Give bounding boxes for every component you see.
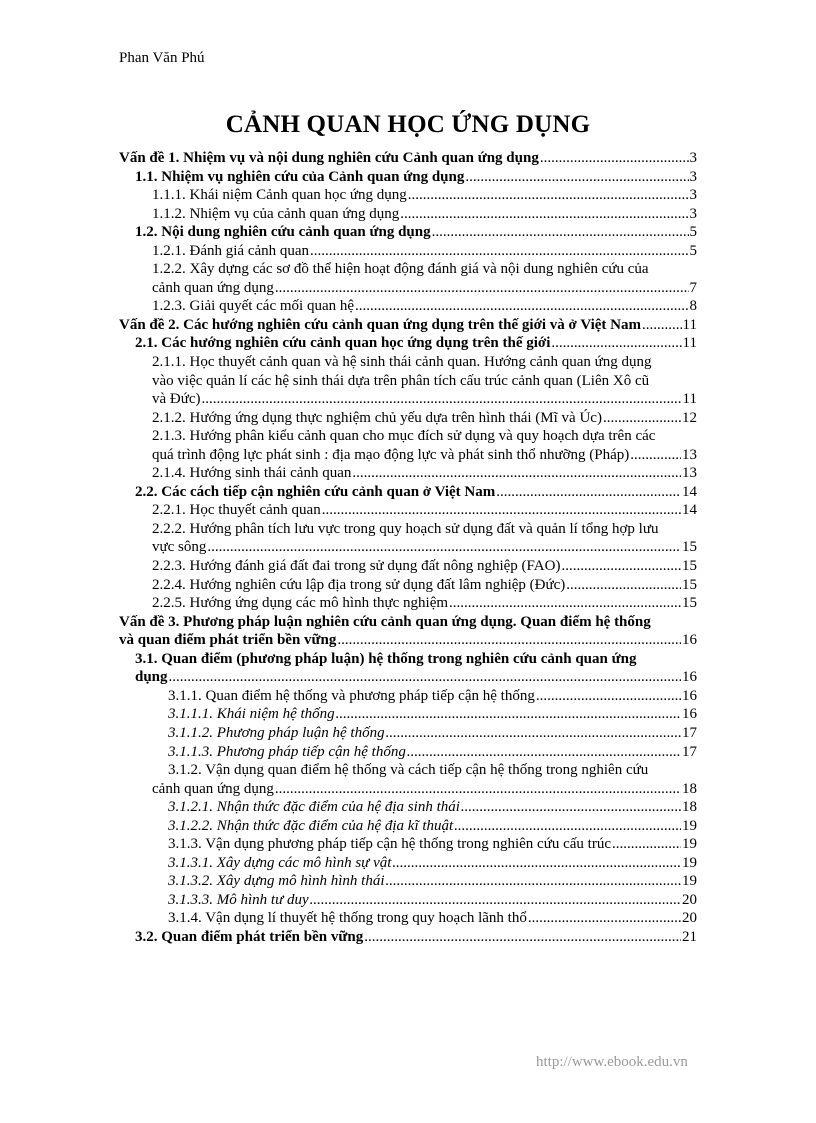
toc-page-number: 3 <box>689 205 697 222</box>
toc-entry[interactable] <box>119 798 697 817</box>
toc-entry[interactable] <box>119 168 697 187</box>
toc-page-number: 15 <box>682 558 697 575</box>
toc-entry-title: 3.1.1.1. Khái niệm hệ thống <box>168 706 335 723</box>
toc-entry-title: 3.1.2.2. Nhận thức đặc điểm của hệ địa kĩ thuật <box>168 817 454 834</box>
toc-entry[interactable] <box>119 483 697 502</box>
toc-dot-leader <box>642 316 682 335</box>
toc-entry-title: dụng <box>135 669 168 686</box>
toc-page-number: 13 <box>682 465 697 482</box>
toc-page-number: 15 <box>682 539 697 556</box>
toc-page-number: 16 <box>682 706 697 723</box>
toc-page-number: 11 <box>682 391 697 408</box>
toc-entry-title: 2.2.4. Hướng nghiên cứu lập địa trong sử dụng đất lâm nghiệp (Đức) <box>152 576 566 593</box>
toc-entry-text-line: 3.1.2. Vận dụng quan điểm hệ thống và cách tiếp cận hệ thống trong nghiên cứu <box>168 762 649 779</box>
toc-entry[interactable] <box>119 353 697 409</box>
table-of-contents <box>119 149 697 947</box>
toc-page-number: 5 <box>689 242 697 259</box>
toc-page-number: 3 <box>689 187 697 204</box>
toc-entry-text-line: 3.1. Quan điểm (phương pháp luận) hệ thống trong nghiên cứu cảnh quan ứng <box>135 650 637 667</box>
toc-dot-leader <box>400 205 688 224</box>
toc-page-number: 18 <box>682 780 697 797</box>
toc-page-number: 21 <box>682 928 697 945</box>
toc-entry[interactable] <box>119 761 697 798</box>
toc-page-number: 3 <box>689 150 697 166</box>
toc-dot-leader <box>528 909 681 928</box>
toc-dot-leader <box>496 483 681 502</box>
toc-entry-title: 1.1.2. Nhiệm vụ của cảnh quan ứng dụng <box>152 205 400 222</box>
toc-page-number: 20 <box>682 910 697 927</box>
toc-dot-leader <box>603 409 681 428</box>
toc-entry-title: 1.1.1. Khái niệm Cảnh quan học ứng dụng <box>152 187 407 204</box>
toc-entry[interactable] <box>119 817 697 836</box>
toc-page-number: 19 <box>682 873 697 890</box>
toc-entry-text-line: 2.1.1. Học thuyết cảnh quan và hệ sinh thái cảnh quan. Hướng cảnh quan ứng dụng <box>152 354 652 371</box>
toc-page-number: 11 <box>682 335 697 352</box>
toc-entry[interactable] <box>119 872 697 891</box>
toc-entry[interactable] <box>119 297 697 316</box>
toc-dot-leader <box>566 576 681 595</box>
toc-page-number: 14 <box>682 502 697 519</box>
toc-dot-leader <box>202 390 682 409</box>
toc-entry[interactable] <box>119 613 697 650</box>
toc-entry[interactable] <box>119 891 697 910</box>
toc-entry-title: 1.2. Nội dung nghiên cứu cảnh quan ứng dụng <box>135 224 431 241</box>
toc-entry-title: 3.1.1. Quan điểm hệ thống và phương pháp tiếp cận hệ thống <box>168 687 535 704</box>
toc-entry-title: 2.1.4. Hướng sinh thái cảnh quan <box>152 465 352 482</box>
toc-entry-title: 1.2.3. Giải quyết các mối quan hệ <box>152 298 355 315</box>
toc-entry-title: 3.1.1.3. Phương pháp tiếp cận hệ thống <box>168 743 406 760</box>
toc-entry[interactable] <box>119 501 697 520</box>
toc-page-number: 15 <box>682 595 697 612</box>
toc-dot-leader <box>630 446 681 465</box>
toc-entry[interactable] <box>119 149 697 168</box>
toc-entry[interactable] <box>119 427 697 464</box>
toc-entry[interactable] <box>119 464 697 483</box>
toc-page-number: 3 <box>689 168 697 185</box>
toc-entry-title: 2.2. Các cách tiếp cận nghiên cứu cảnh quan ở Việt Nam <box>135 483 496 500</box>
toc-dot-leader <box>536 687 681 706</box>
toc-page-number: 12 <box>682 409 697 426</box>
toc-dot-leader <box>392 854 681 873</box>
toc-entry-title: và quan điểm phát triển bền vững <box>119 632 337 649</box>
toc-entry[interactable] <box>119 594 697 613</box>
toc-dot-leader <box>461 798 681 817</box>
toc-entry-title: 2.1. Các hướng nghiên cứu cảnh quan học ứng dụng trên thế giới <box>135 335 551 352</box>
toc-entry-title: cảnh quan ứng dụng <box>152 279 274 296</box>
toc-entry-text-line: 2.1.3. Hướng phân kiểu cảnh quan cho mục đích sử dụng và quy hoạch dựa trên các <box>152 428 656 445</box>
toc-entry[interactable] <box>119 928 697 947</box>
toc-page-number: 17 <box>682 743 697 760</box>
toc-dot-leader <box>432 223 689 242</box>
toc-entry[interactable] <box>119 835 697 854</box>
toc-page-number: 19 <box>682 836 697 853</box>
toc-entry-title: 2.2.5. Hướng ứng dụng các mô hình thực nghiệm <box>152 595 449 612</box>
toc-dot-leader <box>310 242 688 261</box>
toc-entry[interactable] <box>119 724 697 743</box>
toc-page-number: 18 <box>682 799 697 816</box>
toc-entry[interactable] <box>119 316 697 335</box>
footer-url: http://www.ebook.edu.vn <box>536 1054 688 1070</box>
toc-page-number: 11 <box>682 316 697 333</box>
toc-entry-title: vực sông <box>152 539 207 556</box>
toc-dot-leader <box>337 631 681 650</box>
toc-entry-title: cảnh quan ứng dụng <box>152 780 274 797</box>
toc-page-number: 16 <box>682 632 697 649</box>
toc-dot-leader <box>310 891 681 910</box>
toc-entry[interactable] <box>119 854 697 873</box>
toc-entry[interactable] <box>119 205 697 224</box>
toc-entry[interactable] <box>119 409 697 428</box>
toc-dot-leader <box>386 872 681 891</box>
toc-page-number: 19 <box>682 854 697 871</box>
toc-entry-title: 3.1.3.2. Xây dựng mô hình hình thái <box>168 873 385 890</box>
toc-entry[interactable] <box>119 223 697 242</box>
toc-page-number: 15 <box>682 576 697 593</box>
toc-entry[interactable] <box>119 743 697 762</box>
toc-entry-title: Vấn đề 2. Các hướng nghiên cứu cảnh quan ứng dụng trên thế giới và ở Việt Nam <box>119 316 641 333</box>
toc-entry-title: 1.1. Nhiệm vụ nghiên cứu của Cảnh quan ứng dụng <box>135 168 465 185</box>
toc-entry-title: quá trình động lực phát sinh : địa mạo động lực và phát sinh thổ nhưỡng (Pháp) <box>152 446 630 463</box>
toc-entry-title: 2.2.3. Hướng đánh giá đất đai trong sử dụng đất nông nghiệp (FAO) <box>152 558 561 575</box>
toc-entry[interactable] <box>119 260 697 297</box>
toc-dot-leader <box>275 780 681 799</box>
toc-entry-title: Vấn đề 1. Nhiệm vụ và nội dung nghiên cứu Cảnh quan ứng dụng <box>119 150 539 166</box>
toc-entry[interactable] <box>119 909 697 928</box>
toc-page-number: 14 <box>682 483 697 500</box>
toc-entry-title: 3.1.4. Vận dụng lí thuyết hệ thống trong quy hoạch lãnh thổ <box>168 910 527 927</box>
toc-entry-title: 2.2.1. Học thuyết cảnh quan <box>152 502 321 519</box>
toc-entry[interactable] <box>119 687 697 706</box>
toc-dot-leader <box>561 557 681 576</box>
toc-entry-title: 2.1.2. Hướng ứng dụng thực nghiệm chủ yếu dựa trên hình thái (Mĩ và Úc) <box>152 409 602 426</box>
toc-dot-leader <box>364 928 681 947</box>
toc-page-number: 19 <box>682 817 697 834</box>
toc-entry-title: 3.2. Quan điểm phát triển bền vững <box>135 928 364 945</box>
toc-entry[interactable] <box>119 186 697 205</box>
toc-entry-title: 3.1.3. Vận dụng phương pháp tiếp cận hệ thống trong nghiên cứu cấu trúc <box>168 836 611 853</box>
toc-page-number: 17 <box>682 724 697 741</box>
toc-entry-title: 3.1.2.1. Nhận thức đặc điểm của hệ địa sinh thái <box>168 799 460 816</box>
toc-dot-leader <box>386 724 681 743</box>
toc-dot-leader <box>408 186 689 205</box>
toc-page-number: 16 <box>682 669 697 686</box>
toc-entry-title: 1.2.1. Đánh giá cảnh quan <box>152 242 310 259</box>
toc-entry[interactable] <box>119 557 697 576</box>
toc-entry[interactable] <box>119 242 697 261</box>
toc-page-number: 5 <box>689 224 697 241</box>
toc-dot-leader <box>407 743 681 762</box>
toc-entry-title: và Đức) <box>152 391 201 408</box>
toc-page-number: 13 <box>682 446 697 463</box>
toc-dot-leader <box>449 594 681 613</box>
toc-page-number: 7 <box>689 279 697 296</box>
toc-dot-leader <box>352 464 681 483</box>
toc-dot-leader <box>169 668 681 687</box>
toc-entry-text-line: vào việc quản lí các hệ sinh thái dựa trên phân tích cấu trúc cảnh quan (Liên Xô cũ <box>152 372 650 389</box>
toc-dot-leader <box>355 297 688 316</box>
toc-entry-text-line: Vấn đề 3. Phương pháp luận nghiên cứu cảnh quan ứng dụng. Quan điểm hệ thống <box>119 613 651 630</box>
author-name: Phan Văn Phú <box>119 50 205 66</box>
document-title: CẢNH QUAN HỌC ỨNG DỤNG <box>225 111 591 138</box>
toc-dot-leader <box>275 279 689 298</box>
toc-dot-leader <box>207 538 681 557</box>
toc-dot-leader <box>465 168 688 187</box>
toc-dot-leader <box>540 149 689 168</box>
toc-page-number: 20 <box>682 891 697 908</box>
toc-entry-text-line: 2.2.2. Hướng phân tích lưu vực trong quy hoạch sử dụng đất và quản lí tổng hợp lưu <box>152 520 659 537</box>
toc-page-number: 16 <box>682 687 697 704</box>
toc-entry-title: 3.1.3.3. Mô hình tư duy <box>168 891 309 908</box>
toc-entry[interactable] <box>119 334 697 353</box>
toc-dot-leader <box>336 705 681 724</box>
toc-dot-leader <box>322 501 681 520</box>
toc-page-number: 8 <box>689 298 697 315</box>
toc-dot-leader <box>612 835 681 854</box>
toc-entry[interactable] <box>119 520 697 557</box>
toc-dot-leader <box>454 817 681 836</box>
toc-entry[interactable] <box>119 705 697 724</box>
toc-entry-title: 3.1.3.1. Xây dựng các mô hình sự vật <box>168 854 392 871</box>
toc-dot-leader <box>551 334 681 353</box>
toc-entry-text-line: 1.2.2. Xây dựng các sơ đồ thể hiện hoạt động đánh giá và nội dung nghiên cứu của <box>152 261 649 278</box>
toc-entry-title: 3.1.1.2. Phương pháp luận hệ thống <box>168 724 385 741</box>
toc-entry[interactable] <box>119 576 697 595</box>
toc-entry[interactable] <box>119 650 697 687</box>
